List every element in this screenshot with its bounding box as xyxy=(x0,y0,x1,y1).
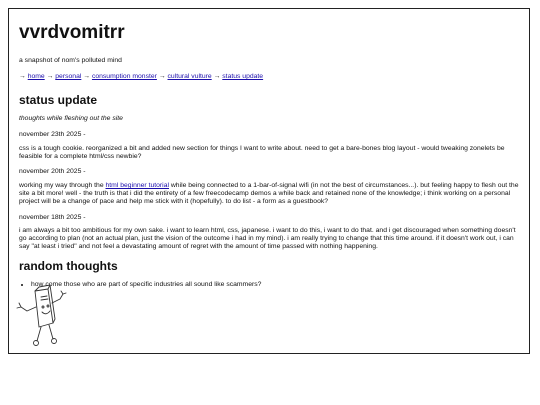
random-thoughts-list xyxy=(19,280,519,289)
nav-arrow: → xyxy=(83,73,91,80)
nav-arrow: → xyxy=(213,73,221,80)
nav-link-cultural-vulture[interactable]: cultural vulture xyxy=(167,73,212,80)
status-heading: status update xyxy=(19,93,98,107)
entry-date: november 20th 2025 - xyxy=(19,168,86,176)
entry-date: november 23th 2025 - xyxy=(19,131,86,138)
nav-link-home[interactable]: home xyxy=(27,73,45,80)
doodle-icon xyxy=(15,283,67,351)
entry-date: november 18th 2025 - xyxy=(19,213,86,221)
nav-arrow: → xyxy=(158,73,166,80)
site-tagline: a snapshot of nom's polluted mind xyxy=(19,57,122,64)
html-tutorial-link[interactable]: html beginner tutorial xyxy=(105,182,169,190)
nav-link-personal[interactable]: personal xyxy=(55,73,82,80)
entry-body: i am always a bit too ambitious for my own sake. i want to learn html, css, japanese. i want to do this, i want to do that. and i get discouraged when something doesn't go according to plan (not an actual plan, just the vision of the outcome i had in my mind). i am really trying to change that this time around. if it doesn't work out, i can say "at least i tried" and not feel a devastating amount of regret with the amount of time passed with nothing happening. xyxy=(19,227,516,250)
status-subheading: thoughts while fleshing out the site xyxy=(19,115,123,122)
entry-body: css is a tough cookie. reorganized a bit and added new section for things I want to write about. need to get a bare-bones blog layout - would tweaking zonelets be feasible for a complete html/css newbie? xyxy=(19,144,505,160)
entry-body-text: working my way through the xyxy=(19,182,106,190)
nav-link-status-update[interactable]: status update xyxy=(222,73,264,80)
nav-bar xyxy=(19,72,519,81)
random-thoughts-heading: random thoughts xyxy=(19,258,118,273)
site-title: vvrdvomitrr xyxy=(19,22,125,43)
page-frame xyxy=(8,8,530,354)
nav-arrow: → xyxy=(46,73,54,80)
nav-link-consumption-monster[interactable]: consumption monster xyxy=(91,73,157,80)
nav-arrow: → xyxy=(19,73,26,80)
list-item: • how come those who are part of specific industries all sound like scammers? xyxy=(31,280,519,289)
entry-body-text: while being connected to a 1-bar-of-signal wifi (in not the best of circumstances...). but feeling happy to flesh out the site a bit more! well - the truth is that i did the entirety of a few freecodecamp demos a while back and retained none of the knowledge; i think working on a personal project will be a change of pace and help me stick with it (hopefully). to do list - a form as a guestbook? xyxy=(19,182,519,205)
entry-body xyxy=(19,182,519,205)
